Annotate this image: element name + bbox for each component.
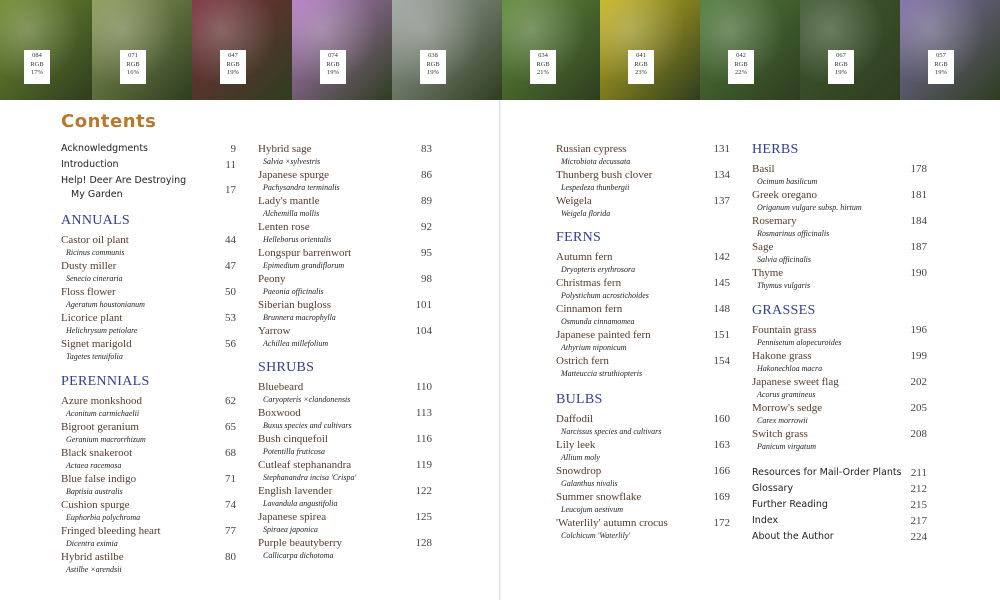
toc-entry[interactable] [556,355,730,380]
toc-entry[interactable] [752,324,927,349]
plant-photo [600,0,700,100]
latin-name: Helichrysum petiolare [66,326,138,335]
color-swatch-label [530,50,556,84]
toc-entry[interactable] [556,251,730,276]
toc-entry[interactable] [258,221,432,246]
toc-entry[interactable] [61,175,236,200]
swatch-code: 041 [636,52,646,59]
color-swatch-label [728,50,754,84]
toc-entry[interactable] [61,159,236,170]
common-name: Ostrich fern [556,355,609,367]
latin-name: Ageratum houstonianum [66,300,145,309]
latin-name: Carex morrowii [757,416,808,425]
toc-entry[interactable] [258,485,432,510]
page-number: 172 [713,517,730,529]
latin-name: Alchemilla mollis [263,209,320,218]
toc-entry[interactable] [752,215,927,240]
plant-photo [0,0,92,100]
section-heading: PERENNIALS [61,374,150,389]
common-name: Autumn fern [556,251,613,263]
common-name: Bigroot geranium [61,421,139,433]
swatch-code: 038 [428,52,438,59]
latin-name: Actaea racemosa [66,461,122,470]
latin-name: Lespedeza thunbergii [561,183,630,192]
latin-name: Baptisia australis [66,487,123,496]
page-number: 217 [910,515,927,527]
common-name: Japanese painted fern [556,329,651,341]
swatch-pct: 19% [935,69,947,76]
common-name: Morrow's sedge [752,402,823,414]
toc-entry[interactable] [752,499,927,510]
common-name: Weigela [556,195,592,207]
entry-label: Introduction [61,159,119,170]
latin-name: Ocimum basilicum [757,177,818,186]
latin-name: Allium moly [561,453,600,462]
common-name: Boxwood [258,407,301,419]
section-heading: FERNS [556,230,602,245]
swatch-pct: 19% [427,69,439,76]
page-number: 65 [225,421,236,433]
toc-entry[interactable] [61,499,236,524]
contents-spread [0,100,1000,600]
common-name: Lady's mantle [258,195,320,207]
page-number: 142 [713,251,730,263]
page-number: 113 [415,407,432,419]
common-name: English lavender [258,485,333,497]
page-number: 17 [225,184,236,196]
common-name: Purple beautyberry [258,537,342,549]
page-gutter [499,100,501,600]
toc-entry[interactable] [61,473,236,498]
section-heading: BULBS [556,392,603,407]
toc-entry[interactable] [61,338,236,363]
page-number: 181 [910,189,927,201]
latin-name: Paeonia officinalis [263,287,324,296]
plant-photo [502,0,600,100]
common-name: Cutleaf stephanandra [258,459,352,471]
latin-name: Colchicum 'Waterlily' [561,531,631,540]
plant-photo [192,0,292,100]
toc-entry[interactable] [61,143,236,154]
latin-name: Galanthus nivalis [561,479,618,488]
plant-photo [900,0,1000,100]
latin-name: Brunnera macrophylla [263,313,336,322]
page-number: 148 [713,303,730,315]
latin-name: Achillea millefolium [263,339,329,348]
latin-name: Buxus species and cultivars [263,421,352,430]
page-number: 68 [225,447,236,459]
toc-entry[interactable] [752,267,927,292]
common-name: 'Waterlily' autumn crocus [556,517,668,529]
page-number: 77 [225,525,236,537]
latin-name: Dicentra eximia [66,539,118,548]
toc-entry[interactable] [556,517,730,542]
page-number: 134 [713,169,730,181]
page-number: 151 [713,329,730,341]
page-number: 178 [910,163,927,175]
plant-photo [392,0,502,100]
toc-entry[interactable] [258,407,432,432]
entry-label-continued: My Garden [71,189,123,200]
swatch-mode: RGB [326,60,340,68]
toc-entry[interactable] [556,329,730,354]
toc-entry[interactable] [752,483,927,494]
latin-name: Geranium macrorrhizum [66,435,146,444]
latin-name: Senecio cineraria [66,274,123,283]
latin-name: Rosmarinus officinalis [757,229,830,238]
toc-entry[interactable] [258,299,432,324]
page-number: 62 [225,395,236,407]
toc-entry[interactable] [752,376,927,401]
page-number: 224 [910,531,927,543]
page-number: 131 [713,143,730,155]
page-number: 47 [225,260,236,272]
common-name: Azure monkshood [61,395,142,407]
toc-entry[interactable] [258,273,432,298]
toc-entry[interactable] [556,169,730,194]
latin-name: Euphorbia polychroma [66,513,141,522]
latin-name: Hakonechloa macra [757,364,823,373]
common-name: Licorice plant [61,312,123,324]
page-number: 196 [910,324,927,336]
toc-entry[interactable] [258,247,432,272]
latin-name: Aconitum carmichaelii [66,409,140,418]
swatch-code: 047 [228,52,238,59]
common-name: Cinnamon fern [556,303,623,315]
toc-entry[interactable] [258,433,432,458]
entry-label: About the Author [752,531,834,542]
color-swatch-label [24,50,50,84]
toc-entry[interactable] [752,163,927,188]
swatch-code: 042 [736,52,746,59]
toc-entry[interactable] [61,234,236,259]
common-name: Hakone grass [752,350,812,362]
common-name: Christmas fern [556,277,622,289]
page-number: 202 [910,376,927,388]
plant-photo [92,0,192,100]
latin-name: Helleborus orientalis [263,235,332,244]
toc-entry[interactable] [258,169,432,194]
page-number: 53 [225,312,236,324]
latin-name: Thymus vulgaris [757,281,811,290]
common-name: Cushion spurge [61,499,130,511]
page-number: 166 [713,465,730,477]
page-number: 9 [230,143,236,155]
latin-name: Astilbe ×arendsii [66,565,122,574]
toc-entry[interactable] [258,143,432,168]
toc-entry[interactable] [258,325,432,350]
toc-entry[interactable] [556,277,730,302]
swatch-mode: RGB [426,60,440,68]
page-number: 110 [415,381,432,393]
swatch-pct: 23% [635,69,647,76]
color-swatch-label [928,50,954,84]
color-swatch-label [320,50,346,84]
swatch-pct: 19% [327,69,339,76]
entry-label: Acknowledgments [61,143,148,154]
swatch-pct: 19% [227,69,239,76]
toc-entry[interactable] [61,395,236,420]
latin-name: Panicum virgatum [757,442,817,451]
page-number: 154 [713,355,730,367]
toc-entry[interactable] [556,195,730,220]
page-number: 89 [421,195,432,207]
page-title: Contents [61,111,157,132]
common-name: Fountain grass [752,324,817,336]
toc-entry[interactable] [556,491,730,516]
swatch-code: 034 [538,52,548,59]
swatch-mode: RGB [30,60,44,68]
toc-entry[interactable] [61,286,236,311]
page-number: 74 [225,499,236,511]
toc-entry[interactable] [61,260,236,285]
latin-name: Potentilla fruticosa [263,447,325,456]
latin-name: Pennisetum alopecuroides [757,338,842,347]
latin-name: Weigela florida [561,209,611,218]
page-number: 199 [910,350,927,362]
toc-entry[interactable] [752,428,927,453]
latin-name: Microbiota decussata [561,157,631,166]
toc-entry[interactable] [258,381,432,406]
swatch-pct: 22% [735,69,747,76]
entry-label: Resources for Mail-Order Plants [752,467,902,478]
color-swatch-label [220,50,246,84]
swatch-pct: 19% [835,69,847,76]
page-number: 187 [910,241,927,253]
page-number: 122 [415,485,432,497]
page-number: 44 [225,234,236,246]
toc-entry[interactable] [752,350,927,375]
latin-name: Callicarpa dichotoma [263,551,334,560]
latin-name: Athyrium niponicum [561,343,627,352]
common-name: Snowdrop [556,465,602,477]
common-name: Siberian bugloss [258,299,332,311]
page-number: 50 [225,286,236,298]
latin-name: Polystichum acrostichoides [561,291,649,300]
page-number: 80 [225,551,236,563]
latin-name: Salvia ×sylvestris [263,157,321,166]
page-number: 104 [415,325,432,337]
swatch-mode: RGB [934,60,948,68]
toc-entry[interactable] [556,303,730,328]
toc-entry[interactable] [556,413,730,438]
swatch-mode: RGB [834,60,848,68]
latin-name: Matteuccia struthiopteris [561,369,643,378]
swatch-mode: RGB [634,60,648,68]
latin-name: Ricinus communis [66,248,125,257]
swatch-mode: RGB [734,60,748,68]
swatch-code: 071 [128,52,138,59]
toc-entry[interactable] [752,531,927,542]
common-name: Sage [752,241,774,253]
latin-name: Osmunda cinnamomea [561,317,635,326]
toc-entry[interactable] [752,189,927,214]
entry-label: Help! Deer Are Destroying [61,175,187,186]
page-number: 95 [421,247,432,259]
common-name: Dusty miller [61,260,117,272]
latin-name: Origanum vulgare subsp. hirtum [757,203,862,212]
common-name: Thyme [752,267,784,279]
toc-entry[interactable] [61,421,236,446]
common-name: Russian cypress [556,143,627,155]
toc-entry[interactable] [61,551,236,576]
latin-name: Tagetes tenuifolia [66,352,123,361]
plant-photo [800,0,900,100]
photo-strip [0,0,1000,100]
plant-photo [700,0,800,100]
common-name: Yarrow [258,325,291,337]
common-name: Hybrid astilbe [61,551,124,563]
common-name: Hybrid sage [258,143,312,155]
toc-entry[interactable] [752,467,927,478]
toc-entry[interactable] [258,511,432,536]
page-number: 137 [713,195,730,207]
section-heading: ANNUALS [61,213,130,228]
page-number: 212 [910,483,927,495]
latin-name: Salvia officinalis [757,255,811,264]
toc-entry[interactable] [556,465,730,490]
color-swatch-label [120,50,146,84]
common-name: Summer snowflake [556,491,642,503]
toc-entry[interactable] [258,459,432,484]
toc-entry[interactable] [61,447,236,472]
common-name: Japanese sweet flag [752,376,839,388]
toc-entry[interactable] [752,241,927,266]
swatch-code: 067 [836,52,846,59]
swatch-code: 074 [328,52,338,59]
common-name: Fringed bleeding heart [61,525,161,537]
common-name: Peony [258,273,286,285]
color-swatch-label [628,50,654,84]
toc-entry[interactable] [556,439,730,464]
page-number: 116 [415,433,432,445]
toc-entry[interactable] [752,402,927,427]
page-number: 71 [225,473,236,485]
entry-label: Glossary [752,483,794,494]
page-number: 184 [910,215,927,227]
common-name: Bluebeard [258,381,304,393]
toc-entry[interactable] [258,195,432,220]
common-name: Floss flower [61,286,116,298]
page-number: 205 [910,402,927,414]
swatch-pct: 21% [537,69,549,76]
toc-entry[interactable] [752,515,927,526]
page-number: 119 [415,459,432,471]
page-number: 215 [910,499,927,511]
common-name: Castor oil plant [61,234,129,246]
common-name: Basil [752,163,775,175]
common-name: Signet marigold [61,338,132,350]
common-name: Daffodil [556,413,594,425]
latin-name: Leucojum aestivum [561,505,623,514]
common-name: Bush cinquefoil [258,433,328,445]
common-name: Longspur barrenwort [258,247,352,259]
latin-name: Stephanandra incisa 'Crispa' [263,473,357,482]
common-name: Black snakeroot [61,447,133,459]
page-number: 92 [421,221,432,233]
swatch-mode: RGB [536,60,550,68]
common-name: Rosemary [752,215,797,227]
page-number: 11 [225,159,236,171]
common-name: Japanese spurge [258,169,329,181]
section-heading: GRASSES [752,303,816,318]
common-name: Lenten rose [258,221,310,233]
swatch-pct: 17% [31,69,43,76]
common-name: Blue false indigo [61,473,137,485]
page-number: 86 [421,169,432,181]
entry-label: Further Reading [752,499,828,510]
swatch-pct: 16% [127,69,139,76]
section-heading: HERBS [752,142,799,157]
latin-name: Caryopteris ×clandonensis [263,395,351,404]
page-number: 211 [910,467,927,479]
section-heading: SHRUBS [258,360,315,375]
common-name: Lily leek [556,439,596,451]
latin-name: Dryopteris erythrosora [561,265,636,274]
page-number: 160 [713,413,730,425]
page-number: 190 [910,267,927,279]
page-number: 169 [713,491,730,503]
common-name: Thunberg bush clover [556,169,653,181]
swatch-code: 084 [32,52,42,59]
latin-name: Epimedium grandiflorum [263,261,345,270]
page-number: 145 [713,277,730,289]
color-swatch-label [420,50,446,84]
swatch-code: 057 [936,52,946,59]
page-number: 128 [415,537,432,549]
page-number: 83 [421,143,432,155]
toc-entry[interactable] [61,312,236,337]
page-number: 56 [225,338,236,350]
latin-name: Narcissus species and cultivars [561,427,662,436]
common-name: Switch grass [752,428,808,440]
toc-entry[interactable] [258,537,432,562]
page-number: 208 [910,428,927,440]
plant-photo [292,0,392,100]
latin-name: Acorus gramineus [757,390,816,399]
latin-name: Pachysandra terminalis [263,183,340,192]
common-name: Greek oregano [752,189,818,201]
swatch-mode: RGB [226,60,240,68]
page-number: 98 [421,273,432,285]
page-number: 125 [415,511,432,523]
latin-name: Lavandula angustifolia [263,499,338,508]
swatch-mode: RGB [126,60,140,68]
toc-entry[interactable] [556,143,730,168]
page-number: 101 [415,299,432,311]
page-number: 163 [713,439,730,451]
common-name: Japanese spirea [258,511,327,523]
latin-name: Spiraea japonica [263,525,318,534]
color-swatch-label [828,50,854,84]
toc-entry[interactable] [61,525,236,550]
entry-label: Index [752,515,779,526]
